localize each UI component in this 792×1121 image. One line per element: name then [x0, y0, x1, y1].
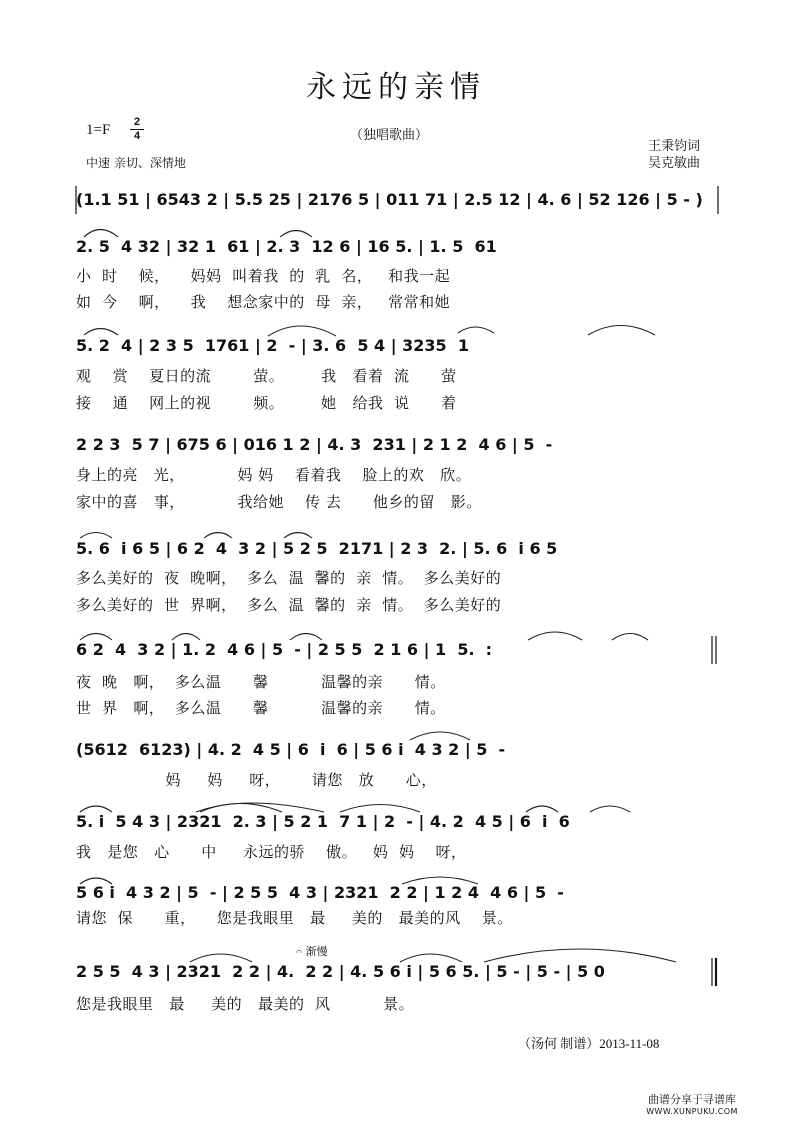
- lyricist: 王秉钧词: [648, 139, 701, 154]
- lyric-line: 身上的亮 光， 妈 妈 看着我 脸上的欢 欣。: [76, 466, 472, 484]
- subtitle: （独唱歌曲）: [350, 128, 429, 143]
- time-signature-bottom: 4: [133, 130, 141, 142]
- composer: 吴克敏曲: [648, 156, 701, 171]
- lyric-line: 妈 妈 呀， 请您 放 心，: [76, 771, 437, 789]
- lyric-line: 观 赏 夏日的流 萤。 我 看着 流 萤: [76, 367, 457, 385]
- lyric-line: 请您 保 重， 您是我眼里 最 美的 最美的风 景。: [76, 909, 513, 927]
- lyric-line: 如 今 啊， 我 想念家中的 母 亲， 常常和她: [76, 293, 451, 311]
- lyric-line: 您是我眼里 最 美的 最美的 风 景。: [76, 995, 415, 1013]
- tempo-change-annotation: 𝄐 渐慢: [296, 945, 328, 958]
- score-line: (1.1 51 | 6543 2 | 5.5 25 | 2176 5 | 011 71 | 2.5 12 | 4. 6 | 52 126 | 5 - ): [76, 190, 703, 209]
- time-signature-top: 2: [133, 116, 141, 128]
- lyric-line: 我 是您 心 中 永远的骄 傲。 妈 妈 呀，: [76, 843, 467, 861]
- score-line: 5. 6 i 6 5 | 6 2 4 3 2 | 5 2 5 2171 | 2 3 2. | 5. 6 i 6 5: [76, 539, 558, 558]
- score-line: 2. 5 4 32 | 32 1 61 | 2. 3 12 6 | 16 5. | 1. 5 61: [76, 237, 497, 256]
- score-line: 5. i 5 4 3 | 2321 2. 3 | 5 2 1 7 1 | 2 - | 4. 2 4 5 | 6 i 6: [76, 812, 570, 831]
- tempo-marking: 中速 亲切、深情地: [86, 156, 186, 170]
- score-line: 2 5 5 4 3 | 2321 2 2 | 4. 2 2 | 4. 5 6 i | 5 6 5. | 5 - | 5 - | 5 0: [76, 962, 605, 981]
- score-line: 5. 2 4 | 2 3 5 1761 | 2 - | 3. 6 5 4 | 3235 1: [76, 336, 469, 355]
- score-line: 2 2 3 5 7 | 675 6 | 016 1 2 | 4. 3 231 | 2 1 2 4 6 | 5 -: [76, 435, 553, 454]
- lyric-line: 小 时 候， 妈妈 叫着我 的 乳 名， 和我一起: [76, 267, 451, 285]
- lyric-line: 家中的喜 事， 我给她 传 去 他乡的留 影。: [76, 493, 482, 511]
- key-signature: 1=F: [86, 122, 111, 138]
- lyric-line: 多么美好的 世 界啊， 多么 温 馨的 亲 情。 多么美好的: [76, 596, 502, 614]
- lyric-line: 夜 晚 啊， 多么温 馨 温馨的亲 情。: [76, 673, 446, 691]
- watermark-text: 曲谱分享于寻谱库: [648, 1093, 736, 1106]
- lyric-line: 多么美好的 夜 晚啊， 多么 温 馨的 亲 情。 多么美好的: [76, 569, 502, 587]
- engraver-credit: （汤何 制谱）2013-11-08: [518, 1036, 660, 1051]
- watermark-site: WWW.XUNPUKU.COM: [646, 1107, 738, 1116]
- score-line: (5612 6123) | 4. 2 4 5 | 6 i 6 | 5 6 i 4 3 2 | 5 -: [76, 740, 506, 759]
- watermark: [626, 1094, 758, 1118]
- lyric-line: 世 界 啊， 多么温 馨 温馨的亲 情。: [76, 699, 446, 717]
- score-line: 6 2 4 3 2 | 1. 2 4 6 | 5 - | 2 5 5 2 1 6 | 1 5. :: [76, 640, 493, 659]
- song-title: 永远的亲情: [306, 70, 486, 105]
- lyric-line: 接 通 网上的视 频。 她 给我 说 着: [76, 394, 457, 412]
- score-line: 5 6 i 4 3 2 | 5 - | 2 5 5 4 3 | 2321 2 2 | 1 2 4 4 6 | 5 -: [76, 883, 564, 902]
